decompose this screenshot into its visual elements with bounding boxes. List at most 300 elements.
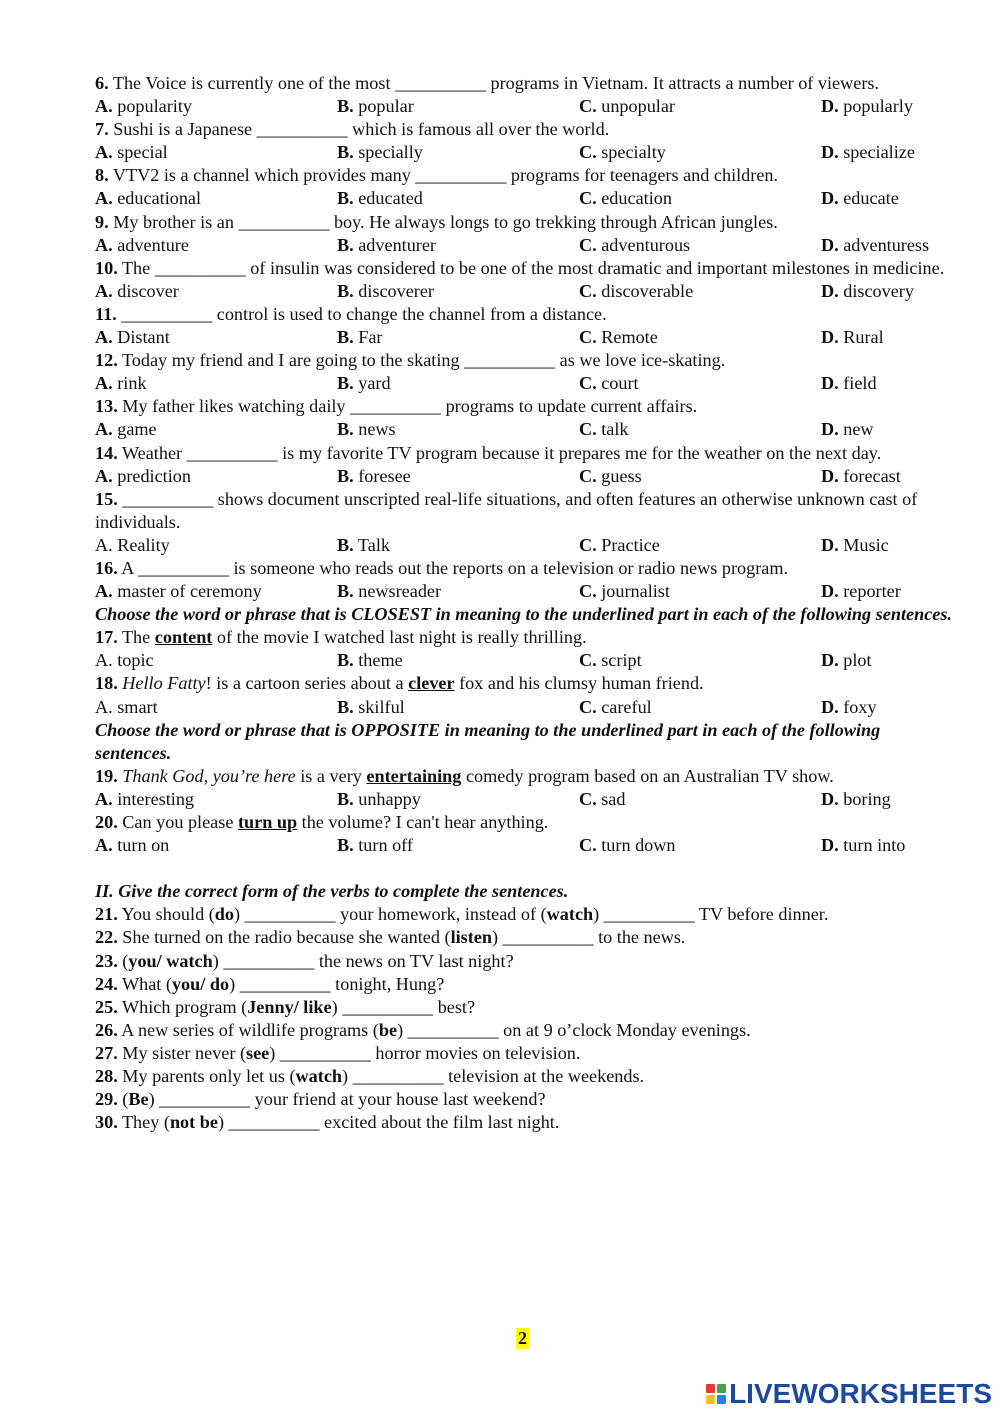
option-letter: D.	[821, 234, 839, 255]
verb-question	[95, 903, 955, 926]
option[interactable]	[95, 534, 337, 557]
option[interactable]	[95, 834, 337, 857]
option[interactable]	[337, 141, 579, 164]
option[interactable]	[821, 95, 913, 118]
question-number: 22.	[95, 927, 118, 948]
question-number: 10.	[95, 257, 118, 278]
option-letter: D.	[821, 835, 839, 856]
option[interactable]	[95, 788, 337, 811]
verb-cue: listen	[450, 927, 492, 948]
option-text: popular	[353, 96, 414, 117]
option[interactable]	[579, 788, 821, 811]
option[interactable]	[821, 418, 874, 441]
verb-question	[95, 950, 955, 973]
question-number: 7.	[95, 119, 109, 140]
option-text: discoverable	[596, 280, 694, 301]
option[interactable]	[579, 187, 821, 210]
question-number: 18.	[95, 673, 118, 694]
option-letter: C.	[579, 142, 597, 163]
stem-text: comedy program based on an Australian TV show.	[461, 765, 834, 786]
option-letter: A.	[95, 96, 113, 117]
option-text: adventurer	[353, 234, 436, 255]
option[interactable]	[579, 141, 821, 164]
option-letter: A.	[95, 835, 113, 856]
answer-blank[interactable]: __________	[244, 904, 336, 925]
stem-text: The	[117, 627, 155, 648]
stem-text: You should (	[117, 904, 215, 925]
verb-question	[95, 973, 955, 996]
options-row	[95, 465, 955, 488]
verb-question	[95, 1019, 955, 1042]
option-text: skilful	[353, 696, 405, 717]
option[interactable]	[95, 187, 337, 210]
option-letter: A.	[95, 142, 113, 163]
option-text: turn on	[112, 835, 170, 856]
options-row	[95, 95, 955, 118]
page-number: 2	[518, 1328, 527, 1348]
option-text: script	[596, 650, 642, 671]
underlined-word: clever	[408, 673, 455, 694]
option-letter: D.	[821, 581, 839, 602]
option-letter: B.	[337, 419, 354, 440]
option-letter: D.	[821, 465, 839, 486]
option-letter: D.	[821, 188, 839, 209]
answer-blank[interactable]: __________	[352, 1066, 444, 1087]
option[interactable]	[337, 280, 579, 303]
italic-title: Hello Fatty	[117, 673, 206, 694]
question-stem	[95, 765, 955, 788]
option[interactable]	[337, 649, 579, 672]
option[interactable]	[337, 534, 579, 557]
option[interactable]	[95, 418, 337, 441]
question-stem	[95, 211, 955, 234]
stem-text: ! is a cartoon series about a	[205, 673, 409, 694]
instruction-opposite: Choose the word or phrase that is OPPOSITE in meaning to the underlined part in each of the following sentences.	[95, 719, 881, 763]
option[interactable]	[579, 326, 821, 349]
option-letter: A.	[95, 419, 113, 440]
options-row	[95, 834, 955, 857]
option-text: discovery	[838, 280, 914, 301]
stem-text: as we love ice-skating.	[555, 350, 726, 371]
stem-text: )	[331, 996, 343, 1017]
option-text: popularly	[838, 96, 913, 117]
option[interactable]	[579, 280, 821, 303]
option-letter: B.	[337, 696, 354, 717]
option-letter: B.	[337, 534, 354, 555]
options-row	[95, 187, 955, 210]
verb-cue: you/ watch	[128, 950, 213, 971]
option[interactable]	[95, 280, 337, 303]
option[interactable]	[337, 465, 579, 488]
option-letter: C.	[579, 650, 597, 671]
option-letter: B.	[337, 327, 354, 348]
stem-text: is a very	[295, 765, 367, 786]
option-text: careful	[596, 696, 652, 717]
option-text: journalist	[596, 581, 670, 602]
question-stem	[95, 442, 955, 465]
verb-cue: watch	[546, 904, 594, 925]
option[interactable]	[337, 788, 579, 811]
option-text: court	[596, 373, 639, 394]
question-stem	[95, 488, 955, 534]
stem-text: horror movies on television.	[370, 1042, 581, 1063]
option[interactable]	[821, 534, 889, 557]
question-stem	[95, 257, 955, 280]
stem-text: (	[117, 1089, 129, 1110]
answer-blank[interactable]: __________	[342, 996, 434, 1017]
option-text: Practice	[596, 534, 660, 555]
option-text: special	[112, 142, 168, 163]
answer-blank[interactable]: __________	[186, 442, 278, 463]
italic-title: Thank God, you’re here	[117, 765, 296, 786]
option-letter: C.	[579, 234, 597, 255]
stem-text: tonight, Hung?	[330, 973, 445, 994]
option-text: Talk	[353, 534, 390, 555]
option-letter: D.	[821, 650, 839, 671]
stem-text: on at 9 o’clock Monday evenings.	[498, 1019, 751, 1040]
option-text: education	[596, 188, 672, 209]
verb-question	[95, 1065, 955, 1088]
option[interactable]	[337, 326, 579, 349]
answer-blank[interactable]: __________	[121, 303, 213, 324]
option-letter: C.	[579, 835, 597, 856]
answer-blank[interactable]: __________	[279, 1042, 371, 1063]
answer-blank[interactable]: __________	[154, 257, 246, 278]
option[interactable]	[579, 465, 821, 488]
worksheet-page	[95, 72, 955, 1134]
option[interactable]	[337, 95, 579, 118]
option-letter: D.	[821, 419, 839, 440]
option[interactable]	[579, 696, 821, 719]
option-letter: C.	[579, 419, 597, 440]
option[interactable]	[821, 372, 877, 395]
stem-text: best?	[433, 996, 476, 1017]
options-row	[95, 141, 955, 164]
option-letter: A.	[95, 465, 113, 486]
option-letter: C.	[579, 788, 597, 809]
stem-text: your friend at your house last weekend?	[250, 1089, 546, 1110]
stem-text: My brother is an	[108, 211, 239, 232]
option-letter: C.	[579, 280, 597, 301]
option-text: talk	[596, 419, 629, 440]
answer-blank[interactable]: __________	[137, 557, 229, 578]
question-stem	[95, 118, 955, 141]
option-letter: B.	[337, 581, 354, 602]
stem-text: of insulin was considered to be one of the most dramatic and important milestones in medicine.	[245, 257, 945, 278]
question-number: 21.	[95, 904, 118, 925]
option-text: reporter	[838, 581, 901, 602]
option[interactable]	[579, 834, 821, 857]
option-letter: D.	[821, 373, 839, 394]
options-row	[95, 372, 955, 395]
option[interactable]	[337, 234, 579, 257]
logo-square	[717, 1395, 726, 1404]
question-number: 15.	[95, 488, 118, 509]
answer-blank[interactable]: __________	[415, 165, 507, 186]
option-letter: D.	[821, 788, 839, 809]
stem-text: A new series of wildlife programs (	[117, 1019, 379, 1040]
answer-blank[interactable]: __________	[407, 1019, 499, 1040]
stem-text: (	[117, 950, 129, 971]
option[interactable]	[821, 580, 901, 603]
option-letter: A.	[95, 234, 113, 255]
option-letter: A.	[95, 788, 113, 809]
stem-text: which is famous all over the world.	[347, 119, 610, 140]
underlined-word: content	[154, 627, 213, 648]
option-text: discoverer	[353, 280, 434, 301]
stem-text: )	[397, 1019, 408, 1040]
question-number: 17.	[95, 627, 118, 648]
option-text: Rural	[838, 327, 884, 348]
option[interactable]	[821, 234, 929, 257]
option-letter: D.	[821, 96, 839, 117]
option[interactable]	[95, 465, 337, 488]
option-letter: B.	[337, 373, 354, 394]
options-row	[95, 534, 955, 557]
answer-blank[interactable]: __________	[464, 350, 556, 371]
option-text: sad	[596, 788, 626, 809]
question-stem	[95, 303, 955, 326]
stem-text: fox and his clumsy human friend.	[454, 673, 704, 694]
question-number: 8.	[95, 165, 109, 186]
option-letter: B.	[337, 788, 354, 809]
answer-blank[interactable]: __________	[603, 904, 695, 925]
question-number: 30.	[95, 1112, 118, 1133]
underlined-word: turn up	[237, 812, 298, 832]
option-text: A. smart	[95, 696, 158, 717]
option[interactable]	[821, 834, 905, 857]
option-letter: A.	[95, 373, 113, 394]
option-text: field	[838, 373, 877, 394]
option-text: specialize	[838, 142, 915, 163]
option-text: new	[838, 419, 874, 440]
stem-text: )	[229, 973, 240, 994]
verb-cue: you/ do	[171, 973, 230, 994]
option[interactable]	[579, 234, 821, 257]
stem-text: shows document unscripted real-life situations, and often features an otherwise unknown cast of individuals.	[95, 488, 918, 532]
option-letter: D.	[821, 280, 839, 301]
option-letter: A.	[95, 581, 113, 602]
question-number: 9.	[95, 211, 109, 232]
stem-text: VTV2 is a channel which provides many	[108, 165, 416, 186]
option-text: popularity	[112, 96, 192, 117]
stem-text: excited about the film last night.	[319, 1112, 560, 1133]
options-row	[95, 280, 955, 303]
option[interactable]	[337, 834, 579, 857]
stem-text: My father likes watching daily	[117, 396, 351, 417]
option-letter: C.	[579, 696, 597, 717]
answer-blank[interactable]: __________	[122, 488, 214, 509]
option-text: rink	[112, 373, 147, 394]
option-text: Distant	[112, 327, 170, 348]
stem-text: Can you please	[117, 812, 238, 832]
option-text: foresee	[353, 465, 411, 486]
question-stem	[95, 395, 955, 418]
option-text: discover	[112, 280, 179, 301]
option-text: turn into	[838, 835, 906, 856]
answer-blank[interactable]: __________	[502, 927, 594, 948]
verb-question	[95, 926, 955, 949]
option-text: game	[112, 419, 157, 440]
option[interactable]	[579, 372, 821, 395]
question-number: 26.	[95, 1019, 118, 1040]
option-letter: D.	[821, 142, 839, 163]
option[interactable]	[821, 326, 884, 349]
answer-blank[interactable]: __________	[239, 973, 331, 994]
stem-text: )	[217, 1112, 229, 1133]
option[interactable]	[337, 696, 579, 719]
option-letter: D.	[821, 327, 839, 348]
option-letter: A.	[95, 327, 113, 348]
verb-cue: not be	[169, 1112, 218, 1133]
option-text: unpopular	[596, 96, 675, 117]
stem-text: is someone who reads out the reports on a television or radio news program.	[228, 557, 789, 578]
question-stem	[95, 72, 955, 95]
option[interactable]	[95, 95, 337, 118]
logo-square	[706, 1395, 715, 1404]
verb-question	[95, 1042, 955, 1065]
option[interactable]	[579, 649, 821, 672]
option[interactable]	[579, 95, 821, 118]
answer-blank[interactable]: __________	[223, 950, 315, 971]
option-text: master of ceremony	[112, 581, 262, 602]
question-number: 12.	[95, 350, 118, 371]
option[interactable]	[337, 580, 579, 603]
option-text: Music	[838, 534, 889, 555]
option-letter: B.	[337, 280, 354, 301]
stem-text: What (	[117, 973, 172, 994]
option[interactable]	[95, 234, 337, 257]
stem-text: your homework, instead of (	[335, 904, 547, 925]
question-number: 13.	[95, 396, 118, 417]
option-text: theme	[353, 650, 403, 671]
option-text: prediction	[112, 465, 191, 486]
options-row	[95, 418, 955, 441]
question-number: 25.	[95, 996, 118, 1017]
option-text: news	[353, 419, 396, 440]
option-letter: C.	[579, 96, 597, 117]
options-row	[95, 326, 955, 349]
option[interactable]	[95, 372, 337, 395]
option[interactable]	[821, 280, 914, 303]
stem-text: She turned on the radio because she wanted (	[117, 927, 451, 948]
options-row	[95, 696, 955, 719]
option[interactable]	[821, 696, 877, 719]
question-number: 11.	[95, 303, 117, 324]
option-letter: B.	[337, 188, 354, 209]
option-text: A. Reality	[95, 534, 170, 555]
option[interactable]	[337, 418, 579, 441]
option[interactable]	[821, 141, 915, 164]
stem-text: )	[342, 1066, 353, 1087]
stem-text: )	[269, 1042, 280, 1063]
verb-cue: be	[378, 1019, 398, 1040]
stem-text: is my favorite TV program because it prepares me for the weather on the next day.	[277, 442, 882, 463]
option[interactable]	[579, 418, 821, 441]
verb-cue: Jenny/ like	[247, 996, 332, 1017]
option[interactable]	[337, 187, 579, 210]
option-text: turn off	[353, 835, 413, 856]
option-letter: C.	[579, 534, 597, 555]
answer-blank[interactable]: __________	[350, 396, 442, 417]
stem-text: The	[117, 257, 155, 278]
option[interactable]	[821, 649, 872, 672]
question-number: 19.	[95, 765, 118, 786]
option-letter: B.	[337, 835, 354, 856]
stem-text: Today my friend and I are going to the skating	[117, 350, 465, 371]
question-number: 29.	[95, 1089, 118, 1110]
answer-blank[interactable]: __________	[256, 119, 348, 140]
option-letter: B.	[337, 465, 354, 486]
option[interactable]	[95, 141, 337, 164]
option[interactable]	[821, 187, 899, 210]
option[interactable]	[337, 372, 579, 395]
option-text: specially	[353, 142, 423, 163]
option-text: guess	[596, 465, 642, 486]
option-letter: B.	[337, 96, 354, 117]
option[interactable]	[95, 326, 337, 349]
option-text: newsreader	[353, 581, 442, 602]
stem-text: Weather	[117, 442, 187, 463]
option[interactable]	[95, 649, 337, 672]
option[interactable]	[95, 696, 337, 719]
option-text: plot	[838, 650, 872, 671]
option[interactable]	[579, 534, 821, 557]
option-text: educated	[353, 188, 423, 209]
options-row	[95, 788, 955, 811]
stem-text: )	[212, 950, 224, 971]
option-text: unhappy	[353, 788, 421, 809]
stem-text: to the news.	[593, 927, 686, 948]
verb-question	[95, 1111, 955, 1134]
stem-text: Sushi is a Japanese	[108, 119, 257, 140]
stem-text: boy. He always longs to go trekking through African jungles.	[329, 211, 778, 232]
answer-blank[interactable]: __________	[228, 1112, 320, 1133]
option-letter: B.	[337, 650, 354, 671]
stem-text: control is used to change the channel from a distance.	[212, 303, 607, 324]
answer-blank[interactable]: __________	[395, 73, 486, 93]
liveworksheets-logo[interactable]	[706, 1378, 992, 1410]
logo-mark-icon	[706, 1384, 726, 1404]
question-stem	[95, 164, 955, 187]
option[interactable]	[95, 580, 337, 603]
logo-text: LIVEWORKSHEETS	[729, 1378, 992, 1409]
option-text: forecast	[838, 465, 901, 486]
option-text: adventuress	[838, 234, 930, 255]
option[interactable]	[821, 788, 891, 811]
option-letter: D.	[821, 534, 839, 555]
option-letter: A.	[95, 280, 113, 301]
option[interactable]	[821, 465, 901, 488]
option-letter: B.	[337, 142, 354, 163]
answer-blank[interactable]: __________	[159, 1089, 251, 1110]
answer-blank[interactable]: __________	[238, 211, 330, 232]
instruction-closest: Choose the word or phrase that is CLOSEST in meaning to the underlined part in each of the following sentences.	[95, 604, 952, 625]
option[interactable]	[579, 580, 821, 603]
question-stem	[95, 626, 955, 649]
stem-text: Which program (	[117, 996, 248, 1017]
stem-text: My sister never (	[117, 1042, 247, 1063]
options-row	[95, 234, 955, 257]
option-text: educational	[112, 188, 202, 209]
option-letter: B.	[337, 234, 354, 255]
section-2-title: II. Give the correct form of the verbs to complete the sentences.	[95, 881, 569, 902]
option-text: boring	[838, 788, 891, 809]
option-letter: A.	[95, 188, 113, 209]
option-text: turn down	[596, 835, 676, 856]
question-number: 16.	[95, 557, 118, 578]
option-text: educate	[838, 188, 899, 209]
